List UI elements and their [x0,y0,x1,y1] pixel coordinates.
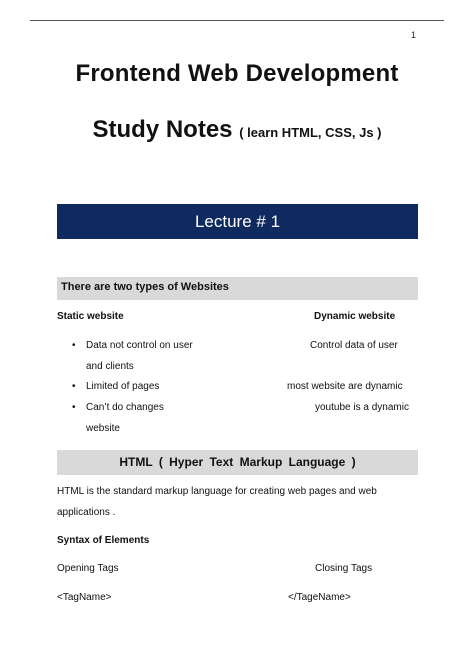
static-item-3: Can’t do changes [86,402,164,413]
header-rule [30,20,444,21]
static-website-label: Static website [57,311,124,322]
static-item-2: Limited of pages [86,381,160,392]
subtitle-topics: ( learn HTML, CSS, Js ) [239,125,382,140]
closing-tags-label: Closing Tags [315,563,373,574]
dynamic-item-3: youtube is a dynamic [315,402,409,413]
dynamic-website-label: Dynamic website [314,311,396,322]
document-title: Frontend Web Development [75,60,399,87]
static-item-1-cont: and clients [86,361,134,372]
dynamic-item-2: most website are dynamic [287,381,403,392]
static-item-3-cont: website [86,423,120,434]
html-description-cont: applications . [57,507,116,518]
subtitle-main: Study Notes [92,116,233,143]
bullet-icon: • [72,402,76,413]
bullet-icon: • [72,340,76,351]
opening-tags-label: Opening Tags [57,563,119,574]
page-number: 1 [410,30,416,40]
html-heading-bar [57,450,418,475]
html-description: HTML is the standard markup language for creating web pages and web [57,486,377,497]
opening-tag-example: <TagName> [57,592,112,603]
bullet-icon: • [72,381,76,392]
types-heading: There are two types of Websites [61,281,229,293]
static-item-1: Data not control on user [86,340,193,351]
html-heading: HTML ( Hyper Text Markup Language ) [119,455,356,469]
dynamic-item-1: Control data of user [310,340,398,351]
lecture-banner: Lecture # 1 [57,204,418,239]
types-heading-bar [57,277,418,300]
closing-tag-example: </TageName> [288,592,351,603]
syntax-heading: Syntax of Elements [57,535,150,546]
document-subtitle [0,116,474,144]
